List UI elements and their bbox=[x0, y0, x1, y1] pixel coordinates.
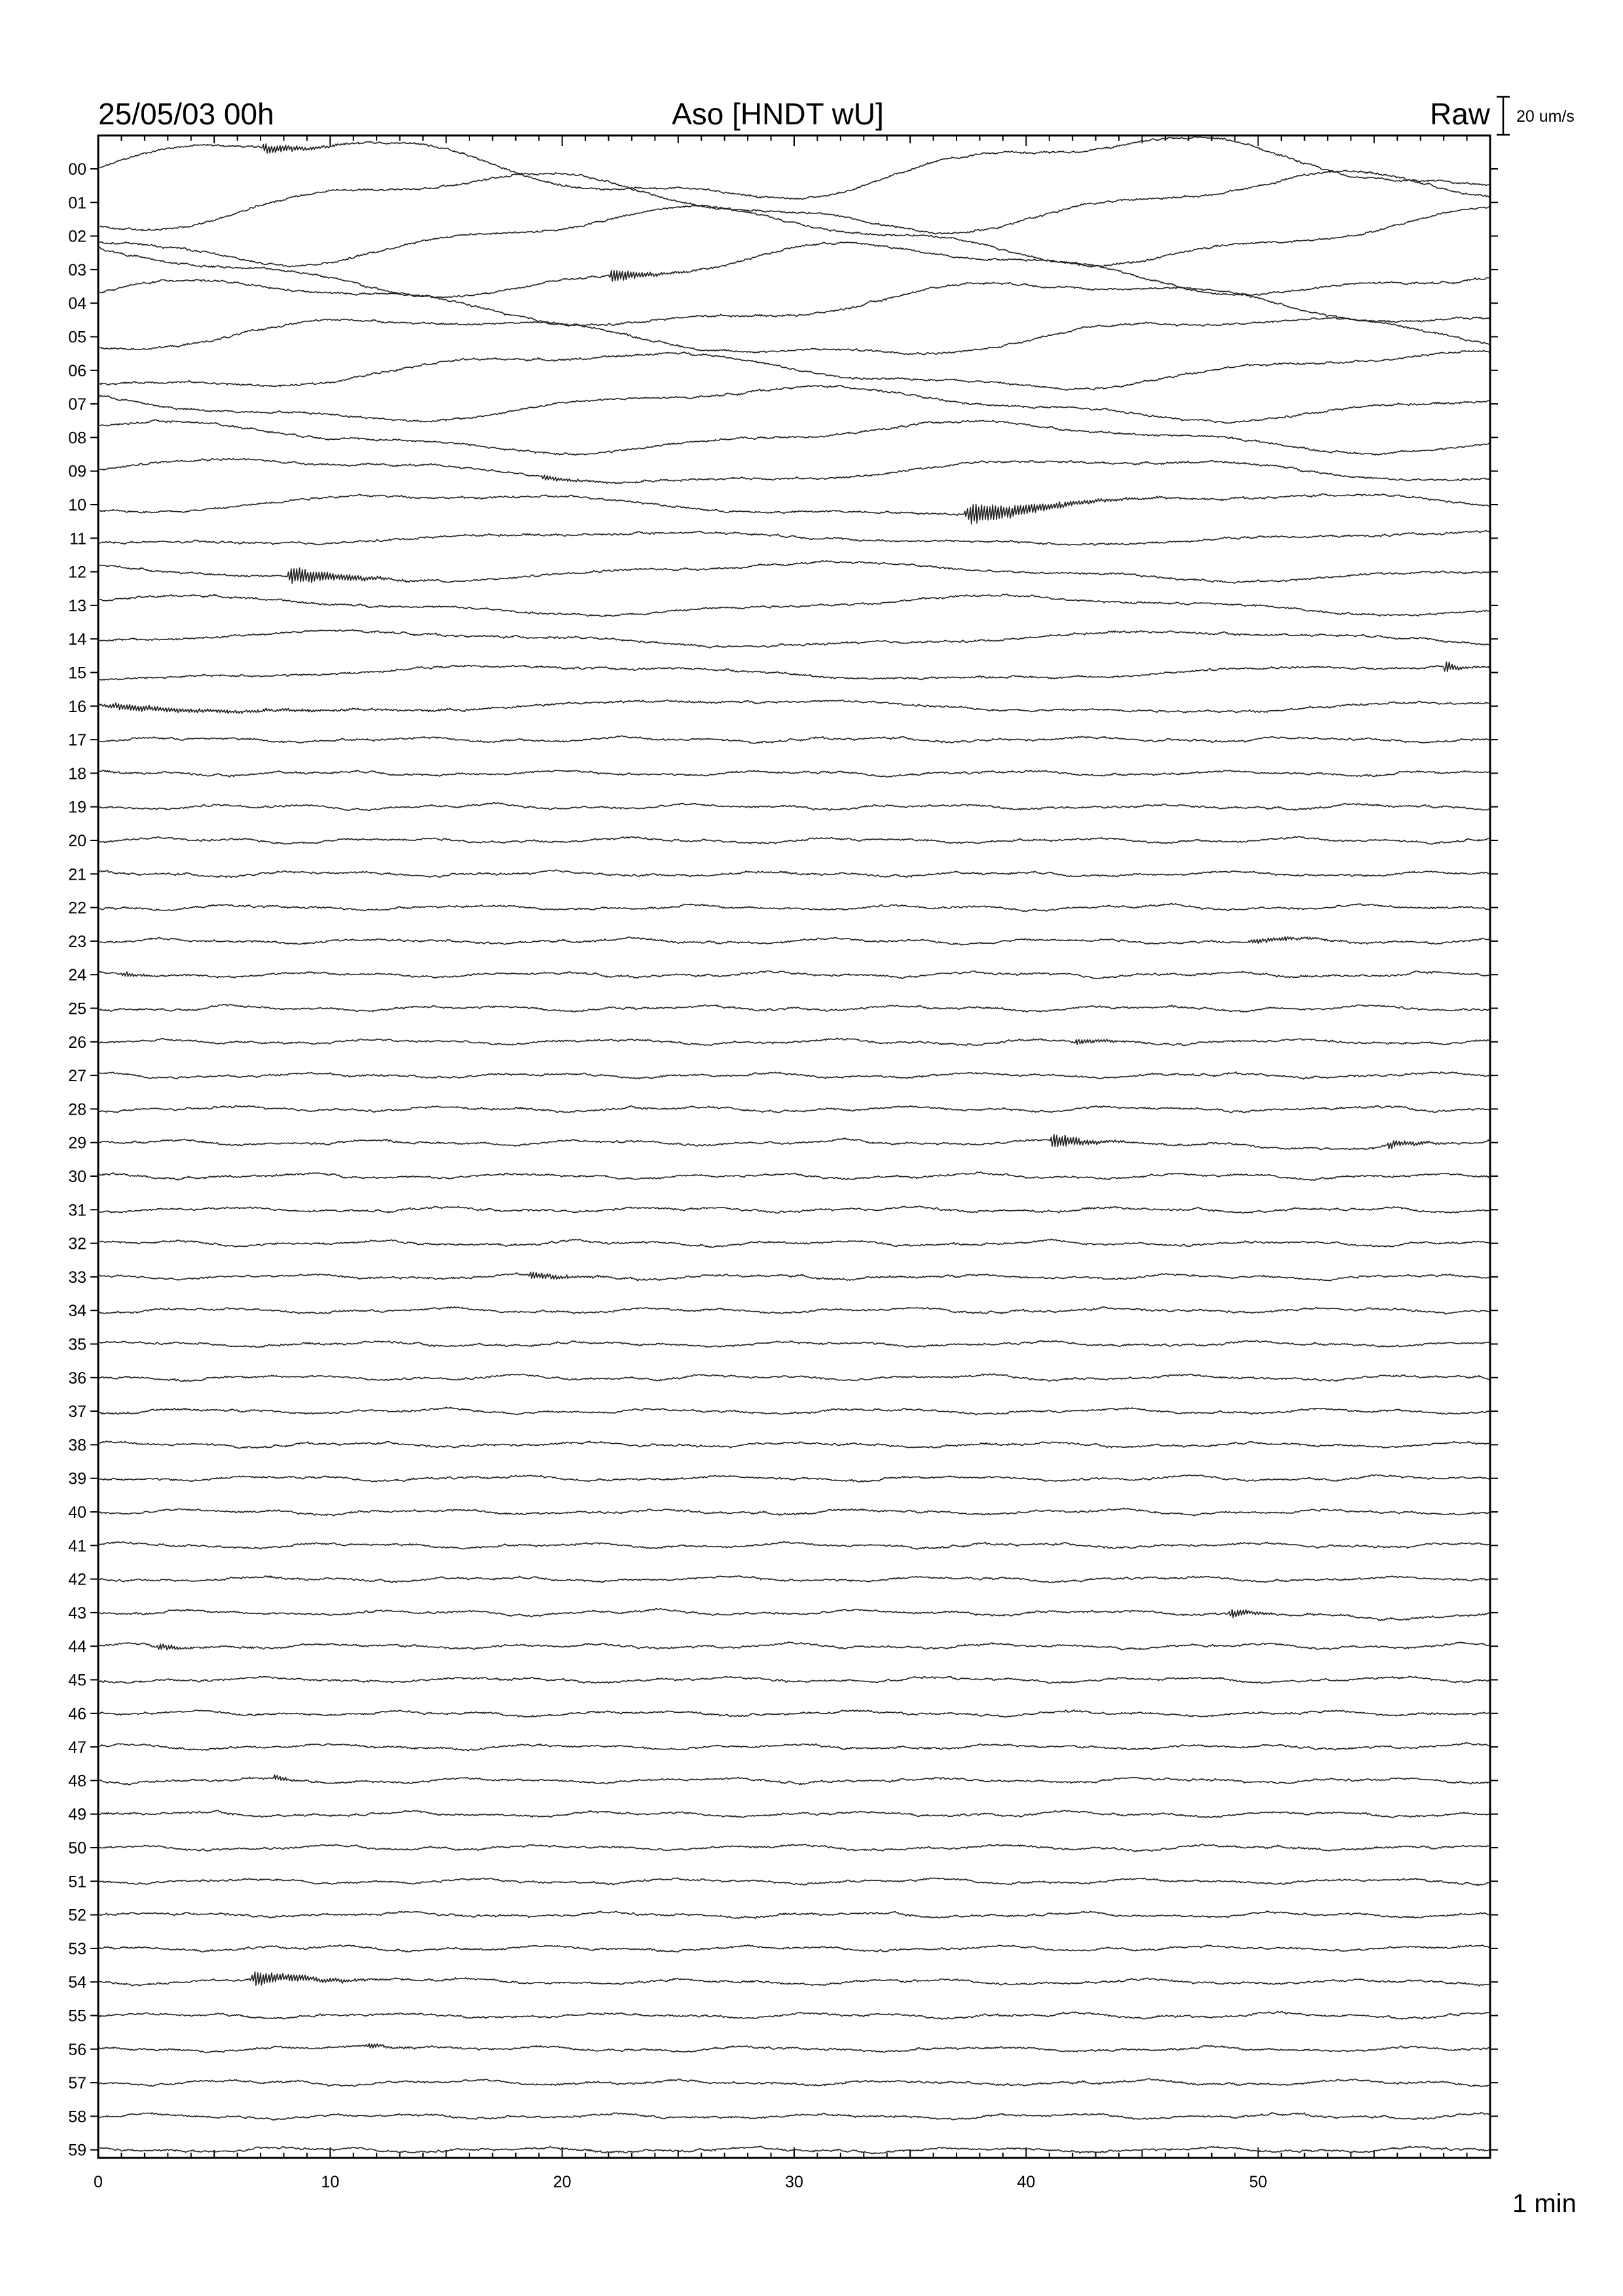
row-label: 07 bbox=[68, 395, 86, 414]
row-label: 03 bbox=[68, 260, 86, 279]
scale-bar-label: 20 um/s bbox=[1516, 107, 1575, 126]
trace-row-08 bbox=[98, 420, 1490, 456]
scale-bar bbox=[1497, 97, 1510, 135]
row-label: 18 bbox=[68, 764, 86, 783]
trace-row-12 bbox=[98, 561, 1490, 583]
trace-row-22 bbox=[98, 903, 1490, 911]
row-label: 14 bbox=[68, 630, 86, 649]
mode-label: Raw bbox=[1429, 97, 1490, 131]
trace-row-30 bbox=[98, 1172, 1490, 1180]
trace-row-39 bbox=[98, 1475, 1490, 1482]
trace-row-49 bbox=[98, 1810, 1490, 1818]
row-label: 45 bbox=[68, 1671, 86, 1690]
row-label: 46 bbox=[68, 1704, 86, 1723]
row-label: 50 bbox=[68, 1839, 86, 1857]
trace-row-34 bbox=[98, 1307, 1490, 1315]
trace-row-13 bbox=[98, 594, 1490, 617]
row-label: 35 bbox=[68, 1335, 86, 1354]
trace-row-56 bbox=[98, 2043, 1490, 2053]
row-label: 16 bbox=[68, 697, 86, 716]
trace-row-47 bbox=[98, 1743, 1490, 1751]
trace-row-02 bbox=[98, 205, 1490, 267]
row-label: 04 bbox=[68, 295, 86, 314]
row-label: 38 bbox=[68, 1436, 86, 1455]
trace-row-32 bbox=[98, 1239, 1490, 1247]
row-label: 59 bbox=[68, 2141, 86, 2160]
row-label: 21 bbox=[68, 865, 86, 884]
minute-ticks bbox=[98, 135, 1490, 2158]
trace-row-19 bbox=[98, 802, 1490, 810]
trace-row-21 bbox=[98, 870, 1490, 878]
trace-row-25 bbox=[98, 1005, 1490, 1013]
row-label: 40 bbox=[68, 1503, 86, 1522]
row-label: 47 bbox=[68, 1738, 86, 1757]
row-label: 42 bbox=[68, 1570, 86, 1589]
plot-frame bbox=[98, 135, 1490, 2158]
row-label: 01 bbox=[68, 194, 86, 213]
trace-row-31 bbox=[98, 1206, 1490, 1213]
row-label: 15 bbox=[68, 664, 86, 683]
row-label: 31 bbox=[68, 1201, 86, 1220]
trace-row-57 bbox=[98, 2079, 1490, 2087]
trace-row-41 bbox=[98, 1541, 1490, 1549]
trace-row-45 bbox=[98, 1676, 1490, 1684]
row-label: 39 bbox=[68, 1469, 86, 1488]
traces bbox=[98, 137, 1490, 2154]
trace-row-40 bbox=[98, 1508, 1490, 1516]
trace-row-10 bbox=[98, 493, 1490, 524]
row-label: 43 bbox=[68, 1604, 86, 1623]
row-label: 27 bbox=[68, 1067, 86, 1086]
trace-row-38 bbox=[98, 1441, 1490, 1448]
trace-row-29 bbox=[98, 1135, 1490, 1150]
trace-row-11 bbox=[98, 531, 1490, 545]
x-tick-label: 40 bbox=[1017, 2173, 1036, 2191]
trace-row-50 bbox=[98, 1844, 1490, 1852]
x-tick-labels bbox=[94, 2173, 1267, 2191]
trace-row-51 bbox=[98, 1878, 1490, 1886]
row-label: 02 bbox=[68, 227, 86, 246]
x-tick-label: 10 bbox=[321, 2173, 340, 2191]
row-label: 36 bbox=[68, 1369, 86, 1388]
row-label: 19 bbox=[68, 798, 86, 817]
row-label: 08 bbox=[68, 429, 86, 448]
row-label: 25 bbox=[68, 999, 86, 1018]
chart-title: Aso [HNDT wU] bbox=[672, 97, 884, 131]
row-label: 13 bbox=[68, 596, 86, 615]
trace-row-04 bbox=[98, 279, 1490, 326]
row-label: 29 bbox=[68, 1134, 86, 1153]
trace-row-46 bbox=[98, 1710, 1490, 1717]
row-label: 54 bbox=[68, 1973, 86, 1992]
trace-row-53 bbox=[98, 1945, 1490, 1952]
row-label: 37 bbox=[68, 1403, 86, 1422]
row-label: 30 bbox=[68, 1168, 86, 1186]
trace-row-48 bbox=[98, 1775, 1490, 1785]
trace-row-24 bbox=[98, 971, 1490, 978]
row-label: 00 bbox=[68, 160, 86, 179]
row-label: 20 bbox=[68, 832, 86, 850]
trace-row-28 bbox=[98, 1105, 1490, 1113]
row-label: 51 bbox=[68, 1873, 86, 1892]
row-label: 05 bbox=[68, 328, 86, 347]
trace-row-42 bbox=[98, 1576, 1490, 1583]
trace-row-23 bbox=[98, 937, 1490, 945]
trace-row-44 bbox=[98, 1642, 1490, 1650]
trace-row-43 bbox=[98, 1609, 1490, 1621]
trace-row-36 bbox=[98, 1374, 1490, 1382]
x-axis-label: 1 min bbox=[1512, 2189, 1577, 2218]
trace-row-33 bbox=[98, 1272, 1490, 1281]
row-label: 28 bbox=[68, 1100, 86, 1119]
row-label: 06 bbox=[68, 361, 86, 380]
row-label: 10 bbox=[68, 496, 86, 514]
trace-row-55 bbox=[98, 2011, 1490, 2019]
trace-row-09 bbox=[98, 459, 1490, 484]
trace-row-18 bbox=[98, 770, 1490, 778]
row-label: 11 bbox=[69, 529, 86, 548]
x-tick-label: 0 bbox=[94, 2173, 103, 2191]
trace-row-26 bbox=[98, 1038, 1490, 1045]
trace-row-03 bbox=[98, 242, 1490, 298]
x-tick-label: 50 bbox=[1249, 2173, 1267, 2191]
x-tick-label: 30 bbox=[785, 2173, 803, 2191]
x-tick-label: 20 bbox=[553, 2173, 572, 2191]
trace-row-15 bbox=[98, 662, 1490, 680]
row-label: 52 bbox=[68, 1906, 86, 1925]
row-label: 32 bbox=[68, 1234, 86, 1253]
trace-row-52 bbox=[98, 1911, 1490, 1919]
trace-row-54 bbox=[98, 1972, 1490, 1986]
trace-row-07 bbox=[98, 386, 1490, 423]
row-label: 33 bbox=[68, 1268, 86, 1287]
chart-datetime: 25/05/03 00h bbox=[98, 97, 274, 131]
trace-row-06 bbox=[98, 351, 1490, 391]
row-labels bbox=[68, 160, 1498, 2160]
trace-row-58 bbox=[98, 2113, 1490, 2121]
row-label: 17 bbox=[68, 731, 86, 750]
row-label: 12 bbox=[68, 563, 86, 582]
row-label: 22 bbox=[68, 899, 86, 918]
trace-row-27 bbox=[98, 1072, 1490, 1079]
row-label: 34 bbox=[68, 1302, 86, 1321]
trace-row-00 bbox=[98, 137, 1490, 200]
row-label: 23 bbox=[68, 932, 86, 951]
trace-row-01 bbox=[98, 170, 1490, 234]
row-label: 57 bbox=[68, 2074, 86, 2093]
row-label: 48 bbox=[68, 1772, 86, 1791]
row-label: 44 bbox=[68, 1638, 86, 1657]
row-label: 58 bbox=[68, 2108, 86, 2126]
trace-row-20 bbox=[98, 836, 1490, 844]
trace-row-35 bbox=[98, 1340, 1490, 1348]
trace-row-16 bbox=[98, 700, 1490, 713]
trace-row-14 bbox=[98, 630, 1490, 648]
trace-row-05 bbox=[98, 317, 1490, 354]
row-label: 26 bbox=[68, 1033, 86, 1052]
trace-row-37 bbox=[98, 1407, 1490, 1415]
row-label: 24 bbox=[68, 966, 86, 985]
row-label: 53 bbox=[68, 1939, 86, 1958]
row-label: 41 bbox=[68, 1537, 86, 1556]
row-label: 09 bbox=[68, 462, 86, 481]
trace-row-17 bbox=[98, 736, 1490, 744]
row-label: 55 bbox=[68, 2007, 86, 2026]
row-label: 49 bbox=[68, 1805, 86, 1824]
row-label: 56 bbox=[68, 2040, 86, 2059]
